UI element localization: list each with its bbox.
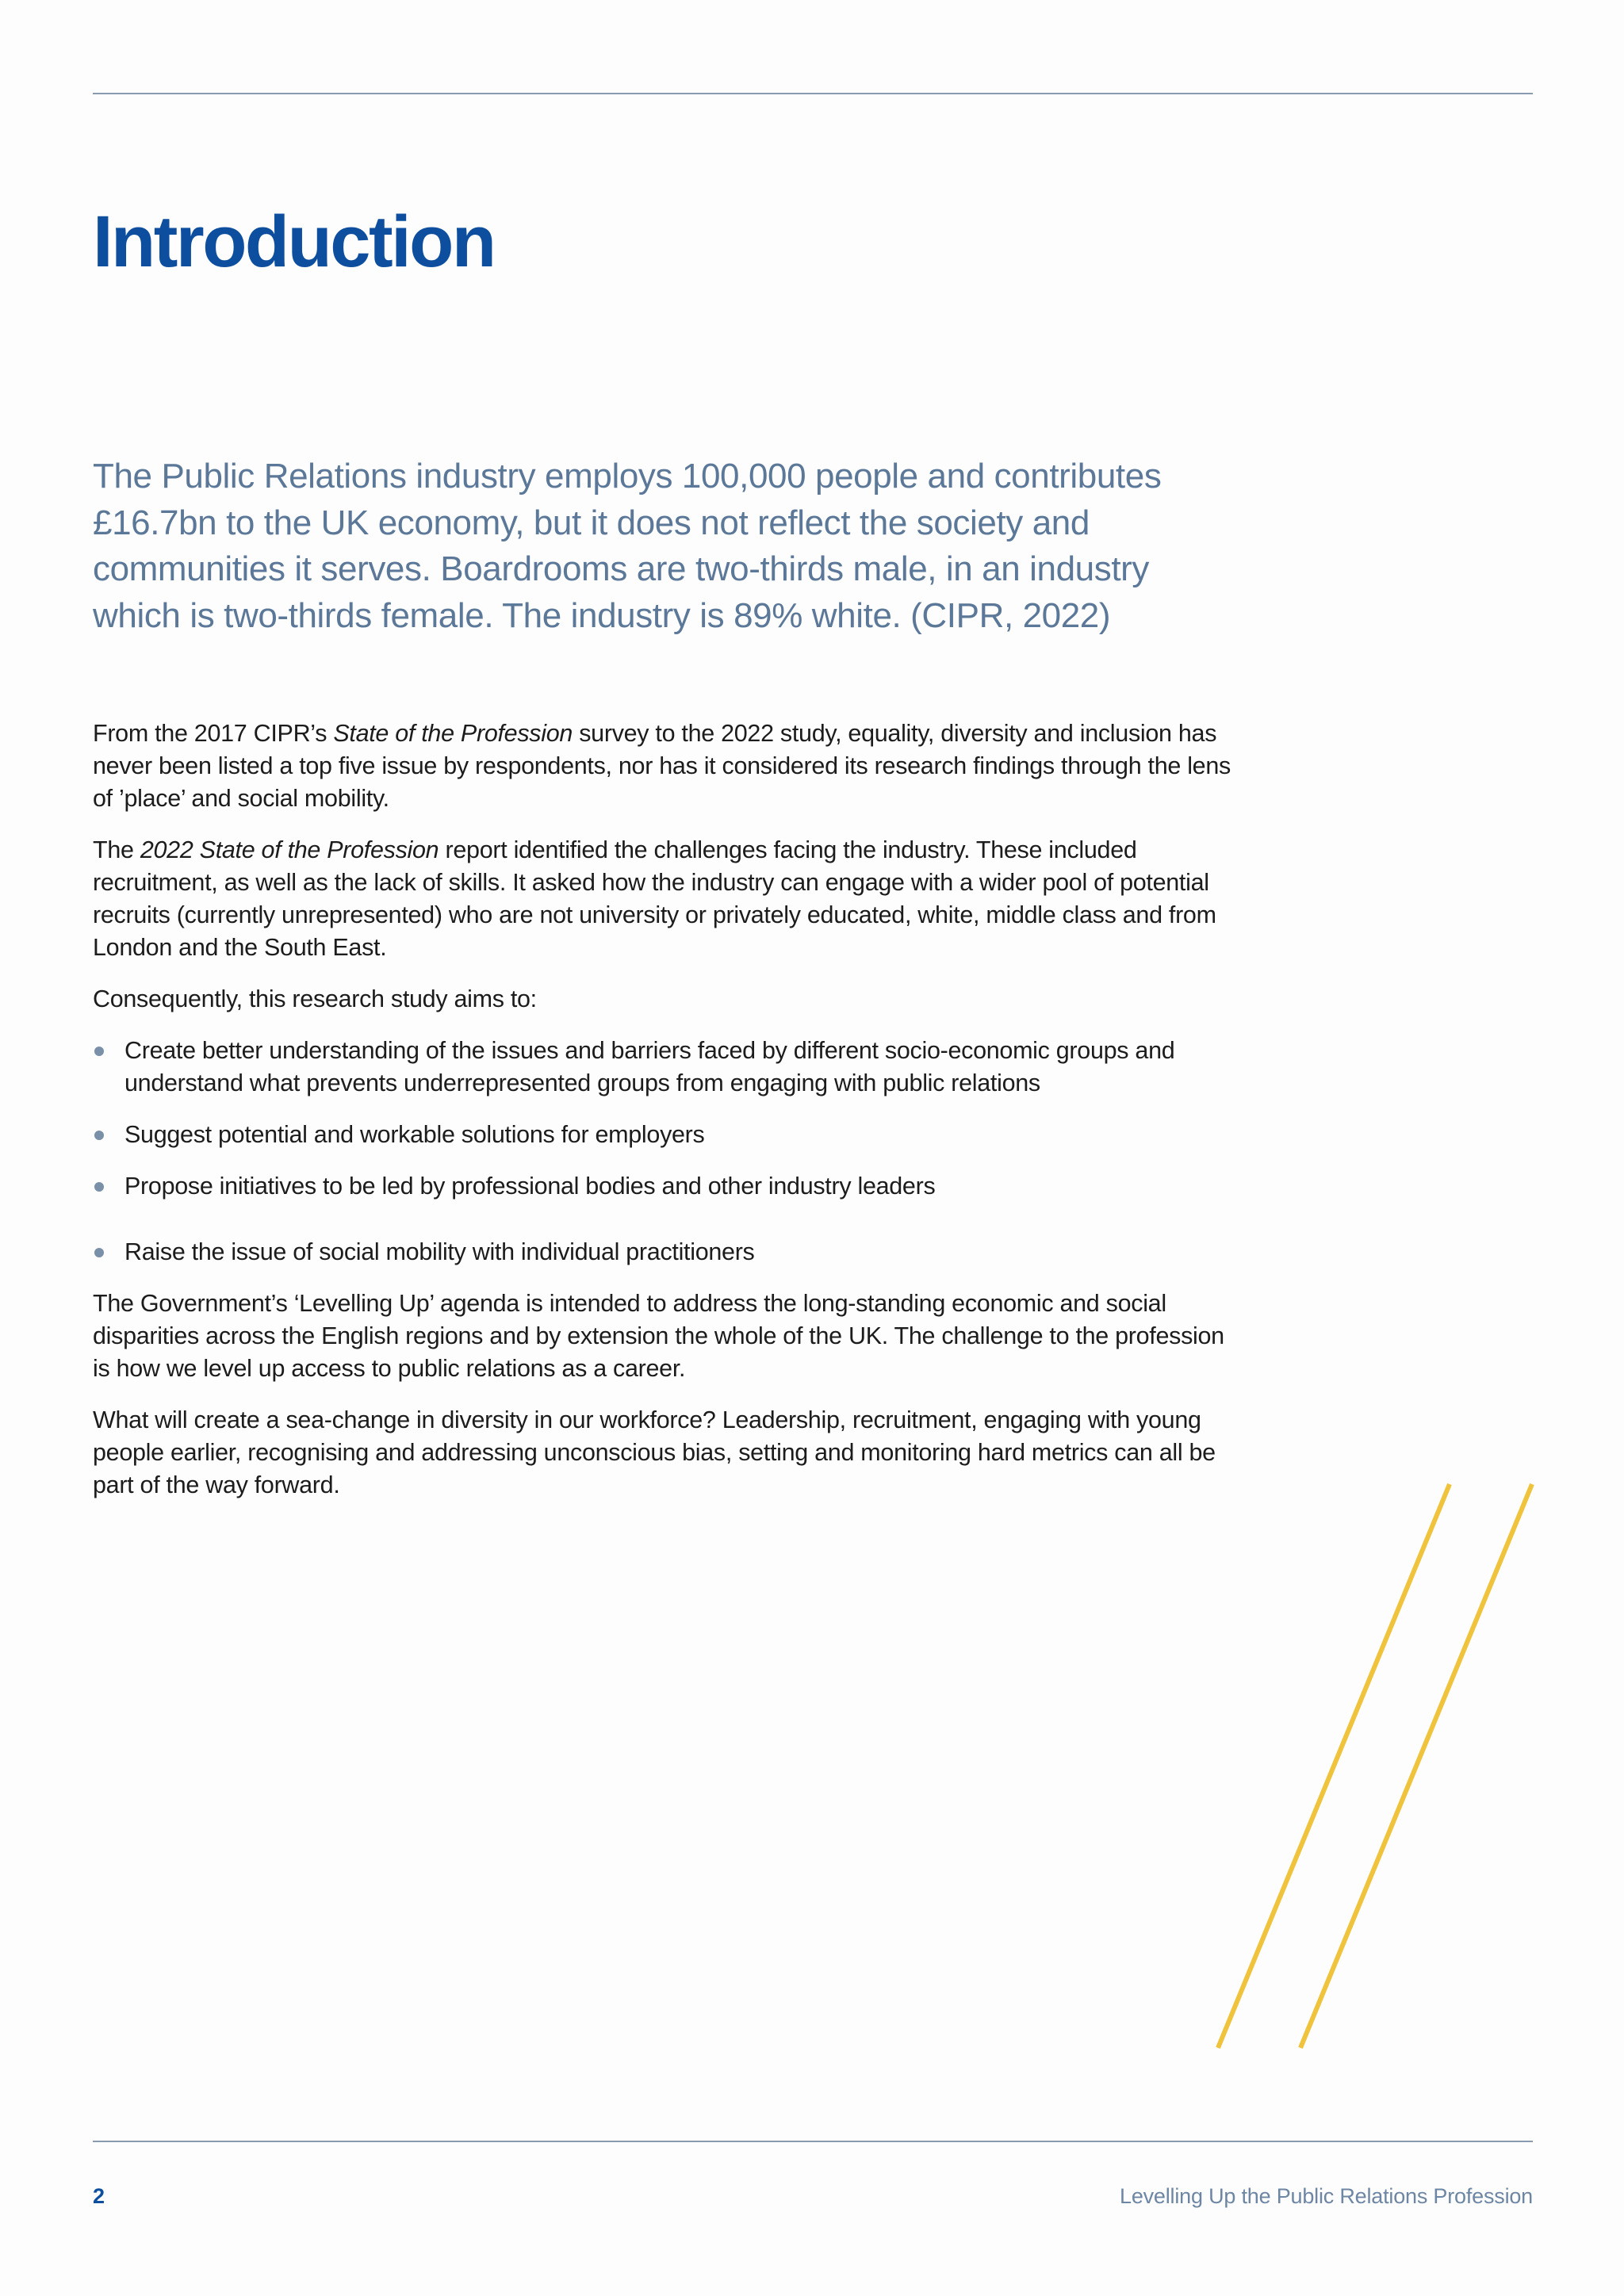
- page-number: 2: [93, 2184, 105, 2208]
- report-title: 2022 State of the Profession: [140, 836, 439, 863]
- survey-title: State of the Profession: [333, 720, 573, 747]
- bullet-icon: [94, 1131, 104, 1140]
- paragraph-state-of-profession-survey: From the 2017 CIPR’s State of the Profession survey to the 2022 study, equality, diversity and inclusion has never been listed a top five issue by respondents, nor has it considered its research findings through the lens of ’place’ and social mobility.: [93, 720, 1231, 812]
- header-divider: [93, 93, 1533, 94]
- list-item: Propose initiatives to be led by professional bodies and other industry leaders: [93, 1170, 1235, 1203]
- bullet-icon: [94, 1047, 104, 1056]
- paragraph-aims-intro: Consequently, this research study aims to:: [93, 985, 537, 1012]
- list-item: Create better understanding of the issues and barriers faced by different socio-economic groups and understand what prevents underrepresented groups from engaging with public relations: [93, 1035, 1235, 1100]
- list-item: Raise the issue of social mobility with individual practitioners: [93, 1236, 1235, 1269]
- paragraph-2022-report: The 2022 State of the Profession report identified the challenges facing the industry. These included recruitment, as well as the lack of skills. It asked how the industry can engage with a wider pool of potential recruits (currently unrepresented) who are not university or privately educated, white, middle class and from London and the South East.: [93, 836, 1216, 961]
- footer-document-title: Levelling Up the Public Relations Profession: [1120, 2184, 1533, 2208]
- bullet-icon: [94, 1248, 104, 1257]
- bullet-icon: [94, 1182, 104, 1192]
- diagonal-stripes-decoration: [1189, 1467, 1546, 2053]
- footer-divider: [93, 2141, 1533, 2142]
- paragraph-way-forward: What will create a sea-change in diversity in our workforce? Leadership, recruitment, engaging with young people earlier, recognising and addressing unconscious bias, setting and monitoring hard metrics can all be part of the way forward.: [93, 1406, 1216, 1498]
- body-text: [93, 718, 1235, 1521]
- page-title: Introduction: [93, 201, 495, 282]
- list-item: Suggest potential and workable solutions for employers: [93, 1119, 1235, 1151]
- aims-list: [93, 1035, 1235, 1269]
- lead-paragraph: The Public Relations industry employs 100,000 people and contributes £16.7bn to the UK economy, but it does not reflect the society and communities it serves. Boardrooms are two-thirds male, in an industry which is two-thirds female. The industry is 89% white. (CIPR, 2022): [93, 457, 1162, 635]
- paragraph-levelling-up-agenda: The Government’s ‘Levelling Up’ agenda is intended to address the long-standing economic and social disparities across the English regions and by extension the whole of the UK. The challenge to the profession is how we level up access to public relations as a career.: [93, 1290, 1224, 1382]
